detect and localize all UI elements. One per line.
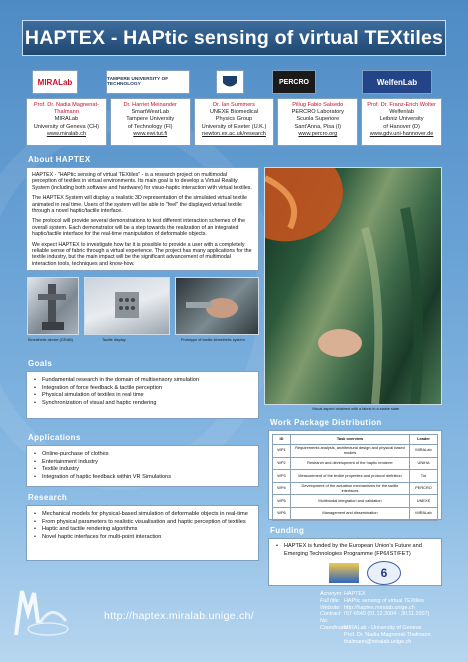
exeter-logo (216, 70, 244, 94)
research-box (26, 505, 259, 561)
funding-heading: Funding (270, 526, 305, 535)
research-list (27, 506, 258, 541)
list-item: • Haptic and tactile rendering algorithms (33, 526, 252, 534)
partner-card: Pillug Fabio Salsedo PERCRO Laboratory Scuola Superiore Sant'Anna, Pisa (I) www.percro.org (277, 98, 358, 146)
partner-link[interactable]: www.gdv.uni-hannover.de (369, 130, 434, 137)
project-info: Acronym: HAPTEX Full title: HAPtic sensing of virtual TEXtiles Website: http://haptex.miralab.unige.ch Contract No: IST-6549 (01.12.2004 - 30.11.2007) Coordinator: MIRALab - University of Geneva Prof. Dr. Nadia Magnenat-Thalmann thalmann@miralab.unige.ch (320, 591, 431, 645)
tampere-logo: TAMPERE UNIVERSITY OF TECHNOLOGY (106, 70, 190, 94)
list-item: • Novel haptic interfaces for multi-point interaction (33, 534, 252, 542)
list-item: • From physical parameters to realistic visualisation and haptic perception of textiles (33, 519, 252, 527)
partner-link[interactable]: www.percro.org (298, 130, 338, 137)
list-item: • Integration of haptic feedback within VR Simulations (33, 474, 252, 482)
prototype-system-image (175, 277, 259, 335)
applications-box (26, 445, 259, 487)
main-image-caption: Visual aspect obtained with a fabric in a stable state (312, 407, 400, 411)
table-row: WP5 Multimodal integration and validation UNEXE (273, 495, 438, 508)
applications-list (27, 446, 258, 481)
footer-url-link[interactable]: http://haptex.miralab.unige.ch/ (104, 610, 254, 622)
list-item: • Physical simulation of textiles in real time (33, 392, 252, 400)
fp6-logo-icon: 6 (367, 561, 401, 585)
workpackage-table: ID Task overview Leader WP1 Requirements analysis, architectural design and physical based models MIRALab WP2 Research and development of the haptic renderer UNIHA WP3 Measurement of the textile properties and protocol definition Tut WP4 Development of the actuation mechanisms for the tactile interfaces PERCRO WP5 Multimodal integration and validation UNEXE WP6 Management and dissemination MIRALab (272, 434, 438, 521)
list-item: • Synchronization of visual and haptic rendering (33, 400, 252, 408)
tactile-pins-icon (85, 278, 169, 334)
about-heading: About HAPTEX (28, 155, 91, 164)
partner-card: Prof. Dr. Nadia Magnenat-Thalmann MIRALab University of Geneva (CH) www.miralab.ch (26, 98, 107, 146)
partner-link[interactable]: newton.ex.ac.uk/research (202, 130, 266, 137)
list-item: • Online-purchase of clothes (33, 451, 252, 459)
research-heading: Research (28, 493, 68, 502)
funding-box (268, 538, 442, 586)
caption-kinesthetic: Kinesthetic device (GRAB) (28, 338, 73, 342)
funding-list (269, 539, 441, 558)
list-item: • Mechanical models for physical-based simulation of deformable objects in real-time (33, 511, 252, 519)
caption-prototype: Prototype of tactile-kinesthetic system (181, 338, 245, 342)
table-row: WP6 Management and dissemination MIRALab (273, 507, 438, 520)
list-item: • Entertainment industry (33, 459, 252, 467)
list-item: • Integration of force feedback & tactile perception (33, 385, 252, 393)
haptex-logo-icon (12, 583, 72, 639)
table-row: WP3 Measurement of the textile properties and protocol definition Tut (273, 470, 438, 483)
goals-heading: Goals (28, 359, 53, 368)
about-text: HAPTEX - "HAPtic sensing of virtual TEXtiles" - is a research project on multimodal perception of textiles in virtual environments. Its main goal is to develop a Virtual Reality System (including both software and hardware) for visuo-haptic interaction with virtual textiles. The HAPTEX System will display a realistic 3D representation of the simulated virtual textile animated in real time. Users of the system will be able to "feel" the displayed virtual textile through a novel haptic/tactile interface. The protocol will provide several demonstrations to test different interaction schemes of the overall system. Each demonstrator will be a step towards the realization of an integrated haptic/tactile interface for the real-time manipulation of deformable objects. We expect HAPTEX to investigate how far it is possible to provide a user with a completely reliable sense of fabric through a virtual experience. The project has many applications for the textile industry, but the main impact will be the significant advancement of multimodal interaction tools, techniques and know-how. (32, 172, 252, 267)
list-item: • HAPTEX is funded by the European Union's Future and Emerging Technologies Programme (FP6/IST/FET) (275, 543, 435, 558)
welfenlab-logo: WelfenLab (362, 70, 432, 94)
about-box (26, 167, 259, 271)
miralab-logo: MIRALab (32, 70, 78, 94)
table-row: WP4 Development of the actuation mechanisms for the tactile interfaces PERCRO (273, 482, 438, 495)
workpackage-heading: Work Package Distribution (270, 418, 382, 427)
table-row: WP1 Requirements analysis, architectural design and physical based models MIRALab (273, 445, 438, 458)
percro-logo: PERCRO (272, 70, 316, 94)
robot-arm-icon (28, 278, 78, 334)
partner-card: Prof. Dr. Franz-Erich Wolter Welfenlab Leibniz University of Hanover (D) www.gdv.uni-hannover.de (361, 98, 442, 146)
list-item: • Textile industry (33, 466, 252, 474)
virtual-fabric-image (264, 167, 442, 405)
applications-heading: Applications (28, 433, 81, 442)
list-item: • Fundamental research in the domain of multisensory simulation (33, 377, 252, 385)
hand-device-icon (176, 278, 258, 334)
partner-link[interactable]: www.ewi.tut.fi (133, 130, 168, 137)
partner-link[interactable]: www.miralab.ch (46, 130, 86, 137)
goals-list (27, 372, 258, 407)
title-banner (22, 20, 446, 56)
partner-cards (26, 98, 442, 146)
partner-logos (26, 66, 442, 96)
tactile-display-image (84, 277, 170, 335)
workpackage-box (268, 430, 442, 520)
fabric-render-icon (265, 168, 441, 404)
poster-title: HAPTEX - HAPtic sensing of virtual TEXtiles (24, 26, 444, 49)
exeter-crest-icon (221, 74, 239, 90)
kinesthetic-device-image (27, 277, 79, 335)
partner-card: Dr. Ian Summers UNEXE Biomedical Physics Group University of Exeter (U.K.) newton.ex.ac.uk/research (194, 98, 275, 146)
table-row: WP2 Research and development of the haptic renderer UNIHA (273, 457, 438, 470)
ist-logo (329, 563, 359, 583)
partner-card: Dr. Harriet Meinander SmartWearLab Tampere University of Technology (FI) www.ewi.tut.fi (110, 98, 191, 146)
goals-box (26, 371, 259, 419)
caption-tactile: Tactile display (102, 338, 126, 342)
